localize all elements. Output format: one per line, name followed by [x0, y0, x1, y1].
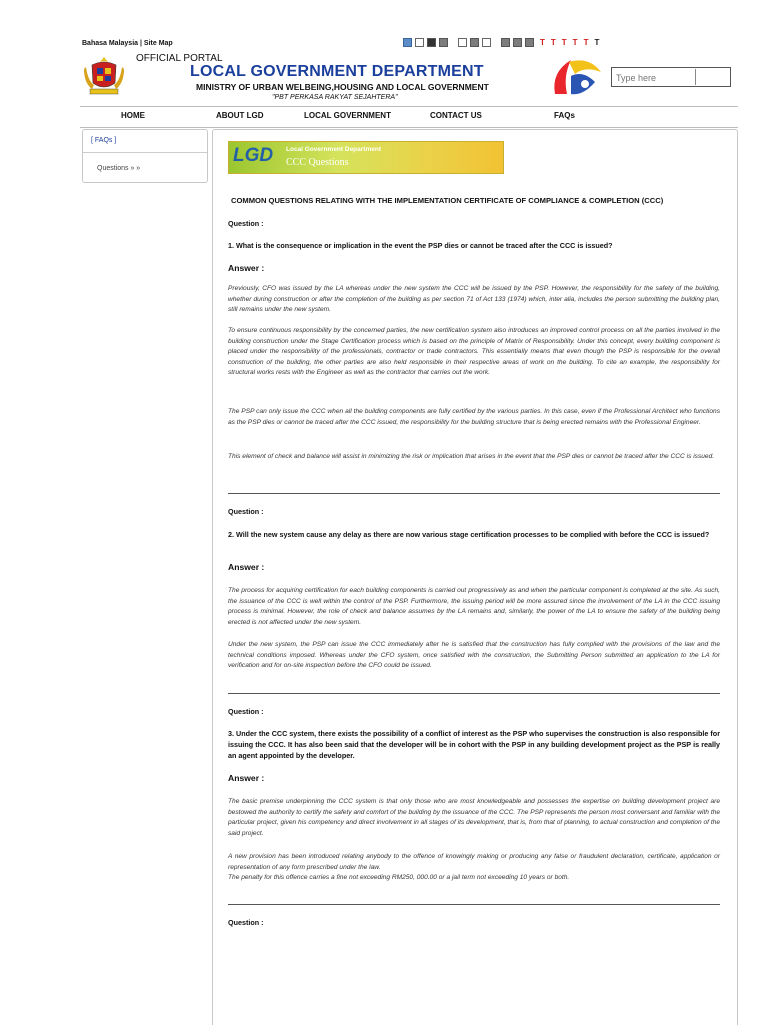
question-text: 2. Will the new system cause any delay as there are now various stage certification processes to be complied with before the CCC is issued? — [228, 530, 710, 539]
sidebar — [82, 129, 208, 183]
answer-paragraph: The basic premise underpinning the CCC system is that only those who are most knowledgeable and possesses the expertise on building development project are bestowed the authority to certify the safety and comfort of the building by the issuance of the CCC. The PSP represents the person most conversant and familiar with the particular project, given his competency and direct involvement in all stages of its development, that is, from that of planning, to actual construction and completion of the said project. — [228, 798, 720, 837]
font-size-option[interactable]: T — [594, 38, 600, 47]
layout-icon-1[interactable] — [501, 38, 510, 47]
answer-paragraph: The PSP can only issue the CCC when all the building components are fully certified by the various parties. In this case, even if the Professional Architect who functions as the PSP dies or cannot be traced after the CCC issued, the responsibility for the building structure that is being erected remains with the Professional Engineer. — [228, 408, 720, 426]
answer-paragraph: The process for acquiring certification for each building components is carried out progressively as and when the particular component is completed at the site. As such, the issuance of the CCC is well within the control of the PSP. Furthermore, the issuing period will be more assured since the involvement of the LA in the CCC issuing process is minimal. However, the role of check and balance assumes by the LA remains and, similarly, the power of the LA to ensure the safety of the building being erected is not affected under the new system. — [228, 587, 720, 626]
banner-logo: LGD — [233, 145, 274, 166]
main-nav — [80, 106, 738, 128]
answer-paragraph: To ensure continuous responsibility by the concerned parties, the new certification system also introduces an improved control process on all the parties involved in the building construction under the Stage Certification process which is based on the principle of Matrix of Responsibility. Under this concept, every building component is placed under the responsibility of the professionals, contractor or trade contractors. This essentially means that even though the PSP is responsible for the overall construction of the building, the other parties are also held responsible in their respective areas of work on the building. To cite an example, the responsibility for structural works rests with the Engineer as well as the contractor that carries out the work. — [228, 327, 720, 376]
answer-paragraph: A new provision has been introduced relating anybody to the offence of knowingly making or producing any false or fraudulent declaration, certificate, application or representation of any form prescribed under the law. — [228, 853, 720, 871]
bahasa-malaysia-link[interactable]: Bahasa Malaysia — [82, 40, 139, 47]
sidebar-questions-link[interactable]: Questions » » — [97, 165, 141, 172]
font-size-option[interactable]: T — [540, 38, 545, 47]
contrast-grey-icon[interactable] — [439, 38, 448, 47]
official-portal-label: OFFICIAL PORTAL — [136, 53, 223, 64]
banner-department: Local Government Department — [286, 146, 381, 153]
search-input[interactable] — [612, 70, 700, 86]
font-size-option[interactable]: T — [583, 38, 589, 47]
question-label: Question : — [228, 707, 264, 716]
slogan: "PBT PERKASA RAKYAT SEJAHTERA" — [272, 94, 398, 101]
top-links — [82, 40, 173, 47]
ministry-name: MINISTRY OF URBAN WELBEING,HOUSING AND LOCAL GOVERNMENT — [196, 82, 489, 92]
answer-paragraph: This element of check and balance will assist in minimizing the risk or implication that arises in the event that the PSP dies or cannot be traced after the CCC is issued. — [228, 453, 715, 460]
sidebar-divider — [83, 152, 207, 153]
section-divider — [228, 493, 720, 494]
question-text: 1. What is the consequence or implication in the event the PSP dies or cannot be traced after the CCC is issued? — [228, 241, 613, 250]
section-divider — [228, 693, 720, 694]
site-map-link[interactable]: Site Map — [143, 40, 173, 47]
accessibility-icon[interactable] — [403, 38, 412, 47]
site-title: LOCAL GOVERNMENT DEPARTMENT — [190, 63, 484, 80]
sidebar-faqs-link[interactable]: [ FAQs ] — [91, 137, 117, 144]
theme-light-icon[interactable] — [482, 38, 491, 47]
nav-about-lgd[interactable]: ABOUT LGD — [216, 111, 264, 120]
banner-title: CCC Questions — [286, 157, 349, 168]
answer-paragraph: Previously, CFO was issued by the LA whereas under the new system the CCC will be issued by the PSP. However, the responsibility for the safety of the building, whether during construction or after the completion of the building as per section 71 of Act 133 (1974) which, inter alia, includes the person submitting the building plan, still remains under the new system. — [228, 285, 720, 313]
malaysia-coat-of-arms-logo — [82, 55, 126, 97]
nav-contact-us[interactable]: CONTACT US — [430, 111, 482, 120]
answer-paragraph: The penalty for this offence carries a fine not exceeding RM250, 000.00 or a jail term not exceeding 10 years or both. — [228, 874, 570, 881]
top-links-separator: | — [138, 40, 144, 47]
contrast-white-icon[interactable] — [415, 38, 424, 47]
font-size-option[interactable]: T — [550, 38, 556, 47]
question-text: 3. Under the CCC system, there exists the possibility of a conflict of interest as the PSP who supervises the construction is also responsible for issuing the CCC. It has also been said that the developer will be in cohort with the PSP in any building development project as the PSP is really an agent appointed by the developer. — [228, 729, 720, 760]
question-label: Question : — [228, 507, 264, 516]
font-size-option[interactable]: T — [561, 38, 567, 47]
ccc-questions-banner — [228, 141, 504, 174]
answer-label: Answer : — [228, 562, 265, 572]
question-label: Question : — [228, 219, 264, 228]
layout-icon-2[interactable] — [513, 38, 522, 47]
search-box — [611, 67, 731, 87]
page-heading: COMMON QUESTIONS RELATING WITH THE IMPLEMENTATION CERTIFICATE OF COMPLIANCE & COMPLETION (CCC) — [231, 196, 664, 205]
nav-faqs[interactable]: FAQs — [554, 111, 575, 120]
accessibility-toolbar — [403, 38, 599, 47]
nav-home[interactable]: HOME — [121, 111, 145, 120]
answer-paragraph: Under the new system, the PSP can issue the CCC immediately after he is satisfied that the construction has fully complied with the provisions of the law and the technical conditions imposed. Whereas under the CFO system, once satisfied with the construction, the Submitting Person submitted an application to the LA for verification and for on-site inspection before the CFO could be issued. — [228, 641, 720, 669]
theme-grey-icon[interactable] — [470, 38, 479, 47]
answer-label: Answer : — [228, 263, 265, 273]
contrast-dark-icon[interactable] — [427, 38, 436, 47]
answer-label: Answer : — [228, 773, 265, 783]
section-divider — [228, 904, 720, 905]
font-size-option[interactable]: T — [572, 38, 578, 47]
layout-icon-3[interactable] — [525, 38, 534, 47]
nav-local-government[interactable]: LOCAL GOVERNMENT — [304, 111, 391, 120]
search-button[interactable] — [695, 69, 729, 85]
ministry-logo — [549, 54, 605, 100]
theme-white-icon[interactable] — [458, 38, 467, 47]
question-label: Question : — [228, 918, 264, 927]
